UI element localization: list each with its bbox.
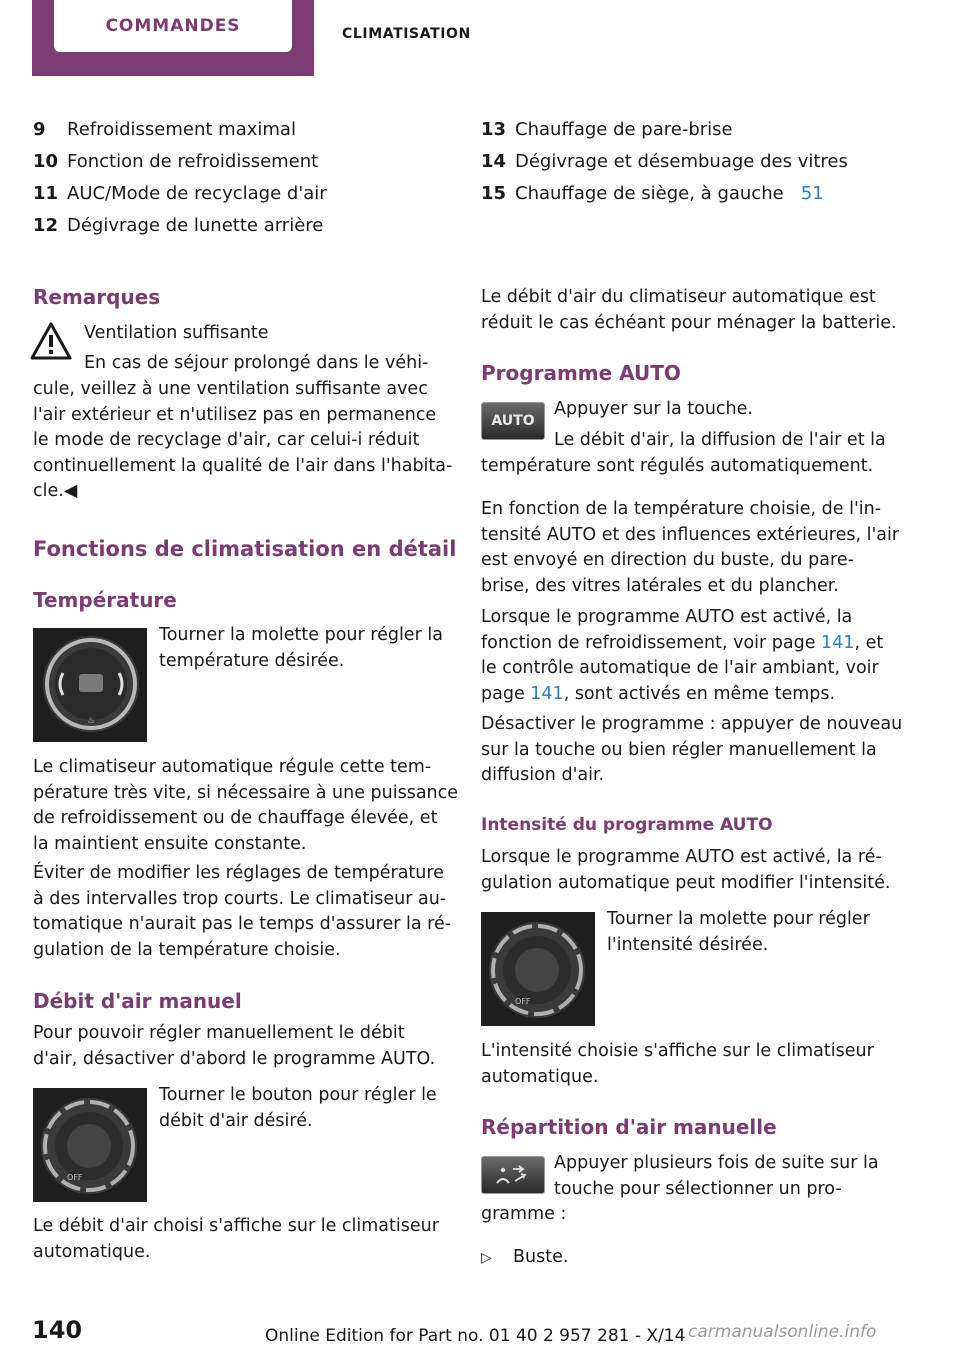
temperature-paragraph: Éviter de modifier les réglages de température à des intervalles trop courts. Le climatiseur au- tomatique n'aurait pas le temps d'assurer la ré- gulation de la température choisie.	[33, 863, 452, 960]
page-ref-link[interactable]: 141	[821, 632, 855, 653]
list-item: ▷ Buste.	[481, 1245, 568, 1272]
warning-text: En cas de séjour prolongé dans le véhi-	[84, 353, 429, 373]
page-number: 140	[32, 1316, 83, 1344]
intro-paragraph: Le débit d'air du climatiseur automatique est réduit le cas échéant pour ménager la batterie.	[481, 287, 897, 333]
debit-paragraph: Pour pouvoir régler manuellement le débit d'air, désactiver d'abord le programme AUTO.	[33, 1023, 436, 1069]
section-title: COMMANDES	[54, 0, 292, 52]
list-item: 13 Chauffage de pare-brise	[481, 119, 733, 140]
remarques-heading: Remarques	[33, 285, 161, 309]
list-item: 14 Dégivrage et désembuage des vitres	[481, 151, 848, 172]
svg-text:OFF: OFF	[515, 997, 531, 1006]
intensite-paragraph: L'intensité choisie s'affiche sur le climatiseur automatique.	[481, 1041, 874, 1087]
list-item: 11 AUC/Mode de recyclage d'air	[33, 183, 327, 204]
repartition-caption: Appuyer plusieurs fois de suite sur la touche pour sélectionner un pro-	[554, 1153, 879, 1199]
section-tab	[32, 0, 314, 76]
repartition-heading: Répartition d'air manuelle	[481, 1115, 777, 1139]
auto-caption: Appuyer sur la touche.	[554, 399, 753, 419]
air-distribution-button-image	[481, 1156, 545, 1194]
page-ref-link[interactable]: 141	[530, 683, 564, 704]
list-item: 15 Chauffage de siège, à gauche 51	[481, 183, 824, 204]
warning-text: cule, veillez à une ventilation suffisante avec l'air extérieur et n'utilisez pas en permanence le mode de recyclage d'air, car celui-i réduit continuellement la qualité de l'air dans l'habita- cle.◀	[33, 379, 453, 501]
list-item: 9 Refroidissement maximal	[33, 119, 296, 140]
fan-knob-image	[33, 1088, 147, 1202]
auto-caption: température sont régulés automatiquement.	[481, 456, 874, 476]
list-item: 10 Fonction de refroidissement	[33, 151, 319, 172]
auto-button-image: AUTO	[481, 402, 545, 440]
repartition-caption: gramme :	[481, 1204, 567, 1224]
page-ref-link[interactable]: 51	[800, 183, 824, 204]
temperature-caption: Tourner la molette pour régler la température désirée.	[159, 625, 443, 671]
temperature-paragraph: Le climatiseur automatique régule cette tem- pérature très vite, si nécessaire à une puissance de refroidissement ou de chauffage élevée, et la maintient ensuite constante.	[33, 757, 459, 854]
intensite-heading: Intensité du programme AUTO	[481, 815, 773, 835]
auto-caption: Le débit d'air, la diffusion de l'air et la	[554, 430, 886, 450]
debit-paragraph: Le débit d'air choisi s'affiche sur le climatiseur automatique.	[33, 1216, 439, 1262]
warning-icon	[30, 322, 72, 360]
debit-heading: Débit d'air manuel	[33, 989, 242, 1013]
auto-heading: Programme AUTO	[481, 361, 681, 385]
temperature-knob-image	[33, 628, 147, 742]
watermark: carmanualsonline.info	[688, 1322, 877, 1342]
auto-paragraph: Désactiver le programme : appuyer de nouveau sur la touche ou bien régler manuellement la diffusion d'air.	[481, 714, 903, 785]
fonctions-heading: Fonctions de climatisation en détail	[33, 537, 457, 561]
air-distribution-icon	[493, 1163, 533, 1187]
debit-caption: Tourner le bouton pour régler le débit d'air désiré.	[159, 1085, 437, 1131]
auto-paragraph: En fonction de la température choisie, de l'in- tensité AUTO et des influences extérieures, l'air est envoyé en direction du buste, du pare- brise, des vitres latérales et du plancher.	[481, 499, 900, 596]
warning-title: Ventilation suffisante	[84, 323, 269, 343]
list-item: 12 Dégivrage de lunette arrière	[33, 215, 324, 236]
bullet-icon: ▷	[481, 1250, 492, 1266]
svg-text:OFF: OFF	[67, 1173, 83, 1182]
intensity-knob-image	[481, 912, 595, 1026]
temperature-heading: Température	[33, 588, 177, 612]
intensite-paragraph: Lorsque le programme AUTO est activé, la ré- gulation automatique peut modifier l'intensité.	[481, 847, 891, 893]
auto-paragraph: Lorsque le programme AUTO est activé, la fonction de refroidissement, voir page 141, et le contrôle automatique de l'air ambiant, voir page 141, sont activés en même temps.	[481, 607, 884, 704]
edition-text: Online Edition for Part no. 01 40 2 957 281 - X/14	[265, 1326, 686, 1346]
intensite-caption: Tourner la molette pour régler l'intensité désirée.	[607, 909, 870, 955]
subsection-title: CLIMATISATION	[342, 26, 471, 42]
svg-text:♨: ♨	[86, 716, 96, 726]
